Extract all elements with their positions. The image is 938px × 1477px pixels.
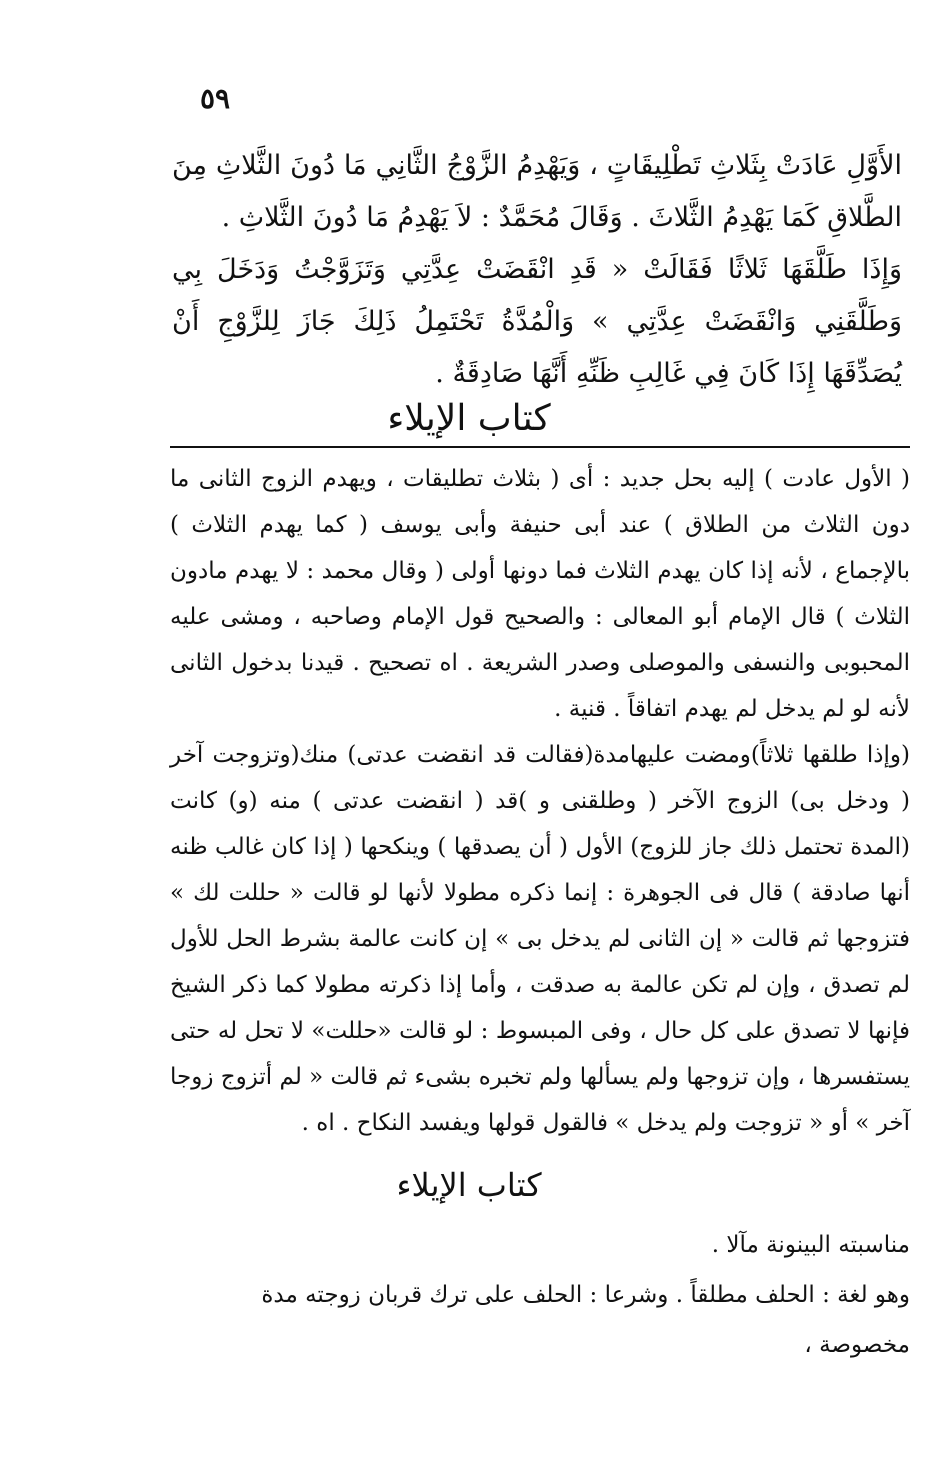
separator-rule [170,446,910,448]
section-intro-line-2: وهو لغة : الحلف مطلقاً . وشرعا : الحلف على ترك قربان زوجته مدة مخصوصة ، [261,1282,910,1358]
section-title-main: كتاب الإيلاء [387,398,551,439]
section-intro-line-1: مناسبته البينونة مآلا . [711,1232,910,1258]
section-title-commentary: كتاب الإيلاء [396,1166,542,1204]
section-intro [170,1220,910,1370]
commentary-paragraph-2: (وإذا طلقها ثلاثاً)ومضت عليهامدة(فقالت قد انقضت عدتى) منك(وتزوجت آخر ( ودخل بى) الزوج الآخر ( وطلقنى و )قد ( انقضت عدتى ) منه (و) كانت (المدة تحتمل ذلك جاز للزوج) الأول ( أن يصدقها ) وينكحها ( إذا كان غالب ظنه أنها صادقة ) قال فى الجوهرة : إنما ذكره مطولا لأنها لو قالت « حللت لك » فتزوجها ثم قالت « إن الثانى لم يدخل بى » إن كانت عالمة بشرط الحل للأول لم تصدق ، وإن لم تكن عالمة به صدقت ، وأما إذا ذكرته مطولا كما ذكر الشيخ فإنها لا تصدق على كل حال ، وفى المبسوط : لو قالت «حللت» لا تحل له حتى يستفسرها ، وإن تزوجها ولم يسألها ولم تخبره بشىء ثم قالت « لم أتزوج زوجا آخر » أو « تزوجت ولم يدخل » فالقول قولها ويفسد النكاح . اه . [170,742,910,1136]
main-text-paragraph-1: الأَوَّلِ عَادَتْ بِثَلاثِ تَطْلِيقَاتٍ ، وَيَهْدِمُ الزَّوْجُ الثَّانِي مَا دُونَ الثَّلاثِ مِنَ الطَّلاقِ كَمَا يَهْدِمُ الثَّلاثَ . وَقَالَ مُحَمَّدٌ : لاَ يَهْدِمُ مَا دُونَ الثَّلاثِ . [172,150,902,233]
commentary-paragraph-1: ( الأول عادت ) إليه بحل جديد : أى ( بثلاث تطليقات ، ويهدم الزوج الثانى ما دون الثلاث من الطلاق ) عند أبى حنيفة وأبى يوسف ( كما يهدم الثلاث ) بالإجماع ، لأنه إذا كان يهدم الثلاث فما دونها أولى ( وقال محمد : لا يهدم مادون الثلاث ) قال الإمام أبو المعالى : والصحيح قول الإمام وصاحبه ، ومشى عليه المحبوبى والنسفى والموصلى وصدر الشريعة . اه تصحيح . قيدنا بدخول الثانى لأنه لو لم يدخل لم يهدم اتفاقاً . قنية . [170,466,910,722]
commentary-text [170,456,910,1146]
page-number: ٥٩ [200,82,231,115]
main-text [172,140,902,400]
main-text-paragraph-2: وَإِذَا طَلَّقَهَا ثَلاثًا فَقَالَتْ « قَدِ انْقَضَتْ عِدَّتِي وَتَزَوَّجْتُ وَدَخَلَ بِي وَطَلَّقَنِي وَانْقَضَتْ عِدَّتِي » وَالْمُدَّةُ تَحْتَمِلُ ذَلِكَ جَازَ لِلزَّوْجِ أَنْ يُصَدِّقَهَا إِذَا كَانَ فِي غَالِبِ ظَنِّهِ أَنَّهَا صَادِقَةٌ . [172,254,902,389]
